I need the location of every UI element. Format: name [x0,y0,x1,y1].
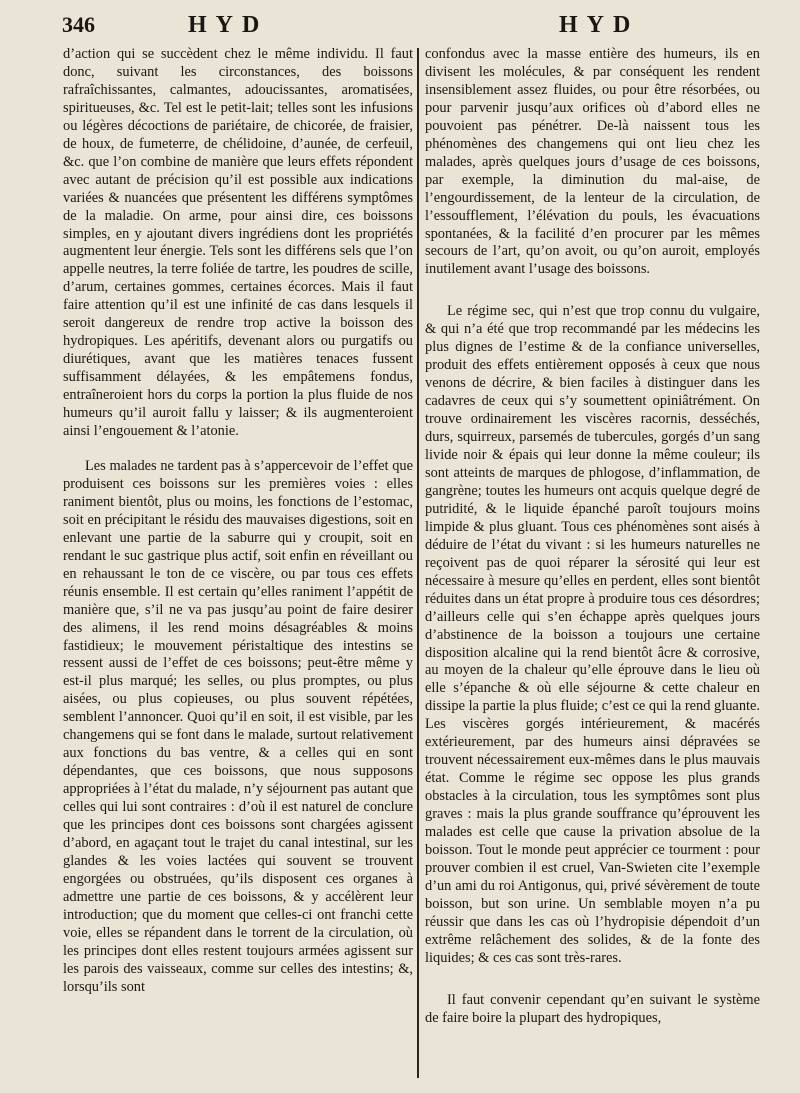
paragraph: confondus avec la masse entière des humeurs, ils en divisent les molécules, & par conséquent les rendent insensiblement assez fluides, ou pour être résorbées, ou pour parvenir jusqu’aux orifices où d’abord elles ne pouvoient pas pénétrer. De-là naissent tous les phénomènes des changemens qui ont lieu chez les malades, après quelques jours d’usage de ces boissons, par exemple, la diminution du mal-aise, de l’engourdissement, de la lenteur de la circulation, de l’essoufflement, l’élévation du pouls, les évacuations spontanées, & la facilité d’en procurer par les mêmes secours de l’art, qu’on avoit, ou qu’on auroit, employés inutilement avant l’usage des boissons. [425,46,760,278]
running-head-right: HYD [559,12,640,38]
paragraph: Le régime sec, qui n’est que trop connu du vulgaire, & qui n’a été que trop recommandé par les médecins les plus dignes de l’estime & de la confiance universelles, produit des effets entièrement opposés à ceux que nous venons de décrire, & bien faciles à distinguer dans les cadavres de ceux qui s’y soumettent opiniâtrément. On trouve ordinairement les viscères racornis, desséchés, durs, squirreux, parsemés de tubercules, gorgés d’un sang livide noir & épais qui leur donne la même couleur; ils sont atteints de marques de phlogose, d’inflammation, de gangrène; toutes les humeurs ont acquis quelque degré de putridité, & le liquide épanché paroît toujours moins limpide & plus gluant. Tous ces phénomènes sont aisés à déduire de l’état du vivant : si les humeurs naturelles ne reçoivent pas de quoi réparer la sérosité qui leur est nécessaire à mesure qu’elles en perdent, elles sont bientôt réduites dans un état propre à produire tous ces désordres; d’ailleurs celle qui s’en échappe après quelques jours d’abstinence de la boisson a toujours une certaine disposition alcaline qui la rend bientôt âcre & corrosive, au moyen de la chaleur qu’elle éprouve dans le lieu où elle s’épanche & où elle séjourne & cette chaleur en dissipe la partie la plus fluide; c’est ce qui la rend gluante. Les viscères gorgés intérieurement, & macérés extérieurement, par des humeurs ainsi dépravées se trouvent nécessairement eux-mêmes dans le plus mauvais état. Comme le régime sec oppose les plus grands obstacles à la circulation, tous les symptômes sont plus graves : mais la plus grande souffrance qu’éprouvent les malades est celle que cause la privation absolue de la boisson. Tout le monde peut apprécier ce tourment : pour prouver combien il est cruel, Van-Swieten cite l’exemple d’un ami du roi Antigonus, qui, privé sévèrement de toute boisson, but son urine. Un semblable moyen n’a pu réussir que dans les cas où l’hydropisie dépendoit d’un extrême relâchement des solides, & de la fonte des liquides; & ces cas sont très-rares. [425,303,760,966]
left-column [63,46,413,1086]
paragraph: d’action qui se succèdent chez le même individu. Il faut donc, suivant les circonstances, des boissons rafraîchissantes, calmantes, adoucissantes, aromatisées, spiritueuses, &c. Tel est le petit-lait; telles sont les infusions ou légères décoctions de pariétaire, de chicorée, de fraisier, de houx, de fumeterre, de chélidoine, d’aunée, de cerfeuil, &c. que l’on combine de manière que leurs effets répondent avec autant de précision qu’il est possible aux indications variées & nuancées que présentent les différens symptômes de la maladie. On arme, pour ainsi dire, ces boissons simples, en y ajoutant divers ingrédiens dont les propriétés augmentent leur énergie. Tels sont les différens sels que l’on appelle neutres, la terre foliée de tartre, les poudres de scille, d’arum, certaines gommes, certaines écorces. Mais il faut faire attention qu’il est une infinité de cas dans lesquels il seroit dangereux de rendre trop active la boisson des hydropiques. Les apéritifs, devenant alors ou purgatifs ou diurétiques, avant que les matières tenaces fussent suffisamment délayées, & les empâtemens fondus, entraîneroient hors du corps la portion la plus fluide de nos humeurs qu’il auroit fallu y laisser; & ils augmenteroient ainsi l’engouement & l’atonie. [63,46,413,440]
right-column [425,46,760,1086]
running-head-left: HYD [188,12,269,38]
column-divider [417,48,419,1078]
page-number: 346 [62,12,95,37]
paragraph: Il faut convenir cependant qu’en suivant le système de faire boire la plupart des hydropiques, [425,991,760,1026]
page-header [62,12,770,38]
paragraph: Les malades ne tardent pas à s’appercevoir de l’effet que produisent ces boissons sur les premières voies : elles raniment bientôt, plus ou moins, les fonctions de l’estomac, soit en précipitant le résidu des mauvaises digestions, soit en enlevant une partie de la saburre qui y croupit, soit en rendant le suc gastrique plus actif, soit enfin en réveillant ou en rehaussant le ton de ce viscère, ou par tous ces effets réunis ensemble. Il est certain qu’elles raniment l’appétit de manière que, s’il ne va pas jusqu’au point de faire desirer des alimens, il les rend moins désagréables & moins fastidieux; le mouvement péristaltique des intestins se ressent aussi de l’effet de ces boissons; peut-être même y est-il plus marqué; les selles, ou plus promptes, ou plus aisées, ou plus copieuses, ou plus souvent répétées, semblent l’annoncer. Quoi qu’il en soit, il est visible, par les changemens qui se font dans le malade, surtout relativement aux fonctions du bas ventre, & a celles qui en sont dépendantes, que ces boissons, que nous supposons appropriées à l’état du malade, n’y séjournent pas autant que celles qui lui sont contraires : d’où il est naturel de conclure que les principes dont ces boissons sont chargées agissent d’abord, en agaçant tout le trajet du canal intestinal, sur les glandes & les voies lactées qui souvent se trouvent engorgées ou obstruées, qu’ils disposent ces organes à admettre une partie de ces boissons, & y accélèrent leur introduction; que du moment que celles-ci ont franchi cette voie, elles se répandent dans le torrent de la circulation, où les principes dont elles restent toujours armées agissent sur les parois des vaisseaux, comme sur celles des intestins; &, lorsqu’ils sont [63,457,413,995]
